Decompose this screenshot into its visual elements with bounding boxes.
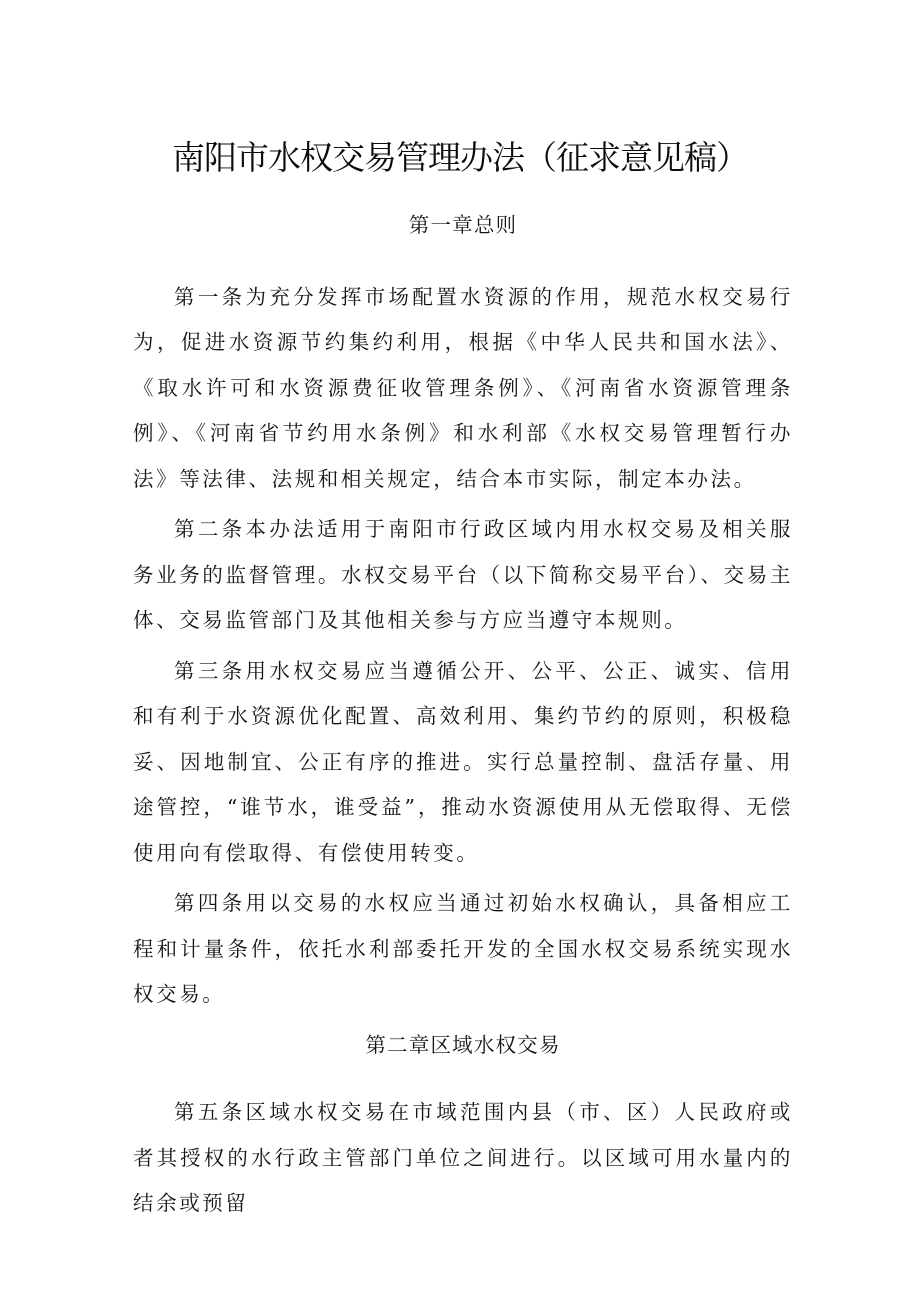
article-paragraph: 第五条区域水权交易在市域范围内县（市、区）人民政府或者其授权的水行政主管部门单位之间进行。以区域可用水量内的结余或预留 bbox=[133, 1100, 793, 1215]
article-paragraph: 第二条本办法适用于南阳市行政区域内用水权交易及相关服务业务的监督管理。水权交易平台（以下简称交易平台）、交易主体、交易监管部门及其他相关参与方应当遵守本规则。 bbox=[133, 517, 793, 632]
article-paragraph: 第四条用以交易的水权应当通过初始水权确认，具备相应工程和计量条件，依托水利部委托开发的全国水权交易系统实现水权交易。 bbox=[133, 891, 793, 1006]
chapter-heading: 第二章区域水权交易 bbox=[365, 1032, 561, 1057]
document-body bbox=[133, 203, 793, 1232]
document-title: 南阳市水权交易管理办法（征求意见稿） bbox=[172, 138, 748, 177]
article-paragraph: 第一条为充分发挥市场配置水资源的作用，规范水权交易行为，促进水资源节约集约利用，根据《中华人民共和国水法》、《取水许可和水资源费征收管理条例》、《河南省水资源管理条例》、《河南省节约用水条例》和水利部《水权交易管理暂行办法》等法律、法规和相关规定，结合本市实际，制定本办法。 bbox=[133, 284, 793, 491]
article-paragraph: 第三条用水权交易应当遵循公开、公平、公正、诚实、信用和有利于水资源优化配置、高效利用、集约节约的原则，积极稳妥、因地制宜、公正有序的推进。实行总量控制、盘活存量、用途管控，“谁节水，谁受益”，推动水资源使用从无偿取得、无偿使用向有偿取得、有偿使用转变。 bbox=[133, 658, 793, 865]
chapter-heading: 第一章总则 bbox=[408, 213, 518, 237]
